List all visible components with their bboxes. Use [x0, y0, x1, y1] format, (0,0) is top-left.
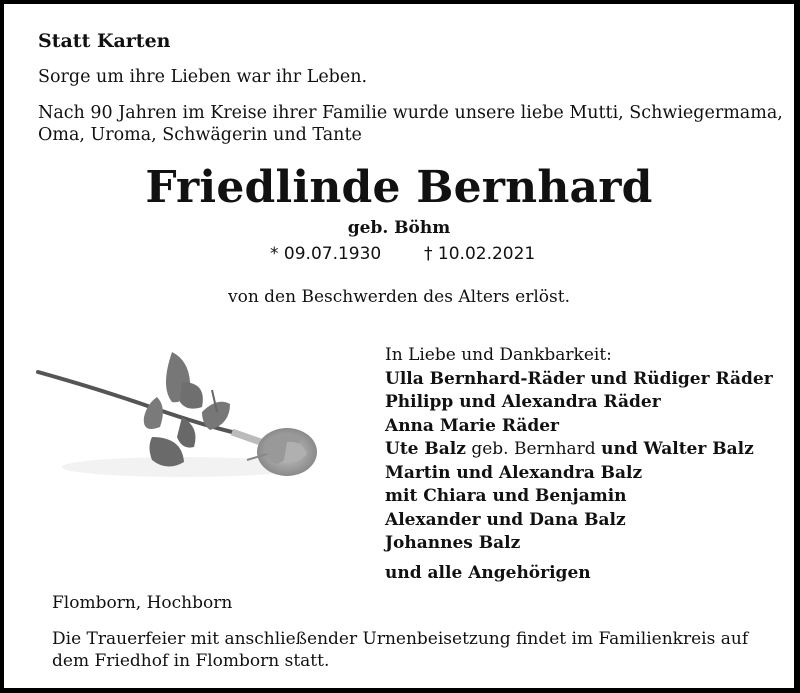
- deceased-name: Friedlinde Bernhard: [145, 162, 653, 213]
- intro-line-2: Nach 90 Jahren im Kreise ihrer Familie wurde unsere liebe Mutti, Schwiegermama, Oma, Uroma, Schwägerin und Tante: [38, 103, 783, 145]
- mourner-line: mit Chiara und Benjamin: [385, 486, 627, 506]
- relief-text: von den Beschwerden des Alters erlöst.: [227, 287, 571, 307]
- death-date: † 10.02.2021: [424, 244, 536, 264]
- maiden-name: geb. Böhm: [347, 218, 451, 238]
- obituary-notice: [4, 4, 794, 688]
- mourner-line: Philipp und Alexandra Räder: [385, 392, 661, 412]
- mourner-line: [385, 438, 773, 462]
- notice-heading: Statt Karten: [38, 30, 171, 52]
- place-text: Flomborn, Hochborn: [52, 593, 233, 613]
- birth-date: * 09.07.1930: [270, 244, 382, 264]
- mourner-partner: und Walter Balz: [601, 439, 754, 459]
- service-text: Die Trauerfeier mit anschließender Urnenbeisetzung findet im Familienkreis auf dem Friedhof in Flomborn statt.: [52, 629, 749, 671]
- mourner-line: Anna Marie Räder: [385, 415, 560, 436]
- intro-line-1: Sorge um ihre Lieben war ihr Leben.: [38, 67, 368, 87]
- mourner-line: Ulla Bernhard-Räder und Rüdiger Räder: [385, 368, 773, 389]
- mourners-closing: und alle Angehörigen: [385, 562, 591, 583]
- mourner-maiden: geb. Bernhard: [465, 439, 602, 459]
- mourner-name: Ute Balz: [385, 439, 466, 459]
- mourner-line: Martin und Alexandra Balz: [385, 462, 643, 483]
- mourners-intro: In Liebe und Dankbarkeit:: [385, 345, 612, 365]
- mourner-line: Alexander und Dana Balz: [385, 509, 626, 530]
- rose-image: [32, 342, 332, 482]
- mourners-list: [385, 344, 773, 585]
- mourner-line: Johannes Balz: [385, 533, 521, 553]
